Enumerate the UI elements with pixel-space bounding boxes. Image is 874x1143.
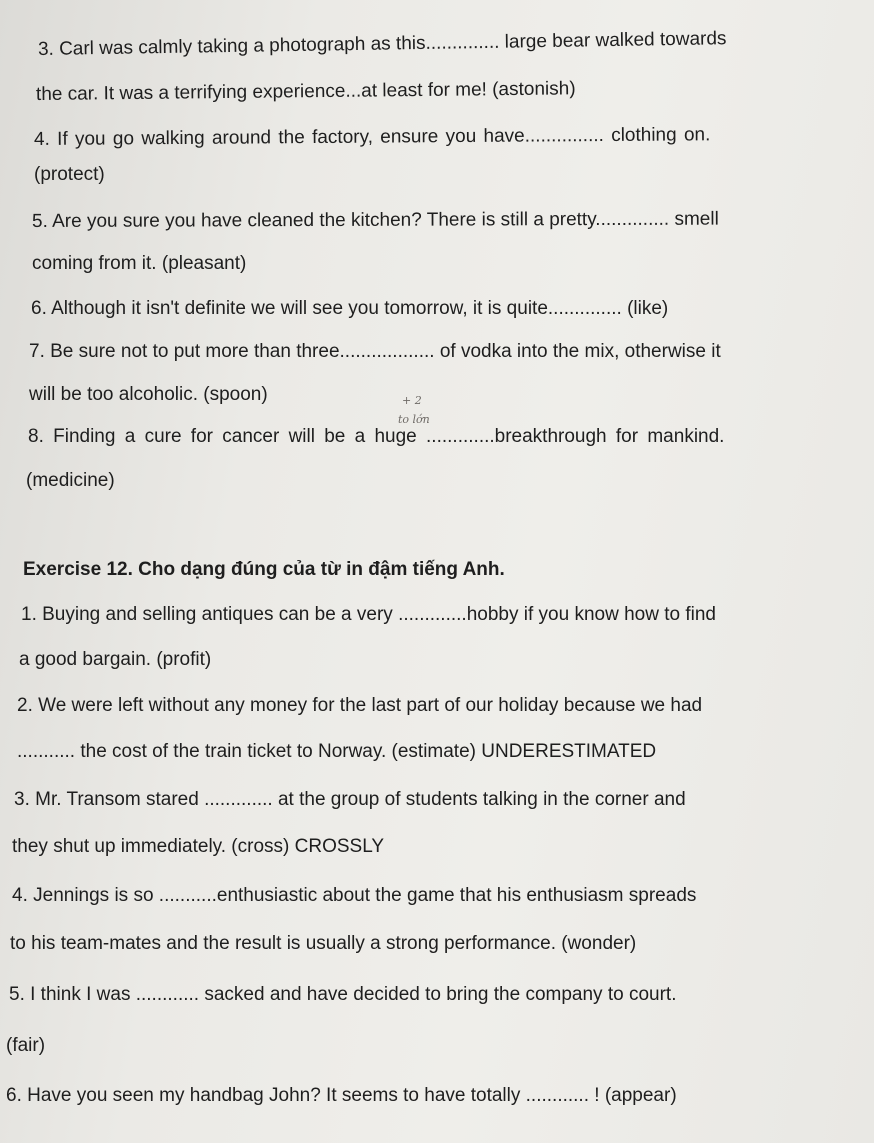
ex11-item-8-line-2: (medicine) [26,470,115,491]
ex12-item-1-line-2: a good bargain. (profit) [19,649,212,670]
ex12-item-6-line-1: 6. Have you seen my handbag John? It seems to have totally ............ ! (appear) [6,1085,677,1106]
ex12-item-2-line-1: 2. We were left without any money for the last part of our holiday because we had [17,695,703,716]
ex11-item-4-line-2: (protect) [34,164,105,185]
handwritten-note-plus-2: + 2 [402,394,422,407]
ex11-item-4-line-1: 4. If you go walking around the factory, ensure you have............... clothing on. [33,124,711,150]
ex12-item-2-line-2: ........... the cost of the train ticket to Norway. (estimate) UNDERESTIMATED [17,741,657,762]
handwritten-note-to-lon: to lớn [398,413,430,426]
ex12-item-4-line-2: to his team-mates and the result is usually a strong performance. (wonder) [10,933,637,954]
ex11-item-3-line-1: 3. Carl was calmly taking a photograph as this.............. large bear walked towards [37,28,727,60]
ex11-item-7-line-2: will be too alcoholic. (spoon) [29,384,268,405]
ex11-item-6-line-1: 6. Although it isn't definite we will see you tomorrow, it is quite.............. (like) [31,298,669,319]
ex12-item-4-line-1: 4. Jennings is so ...........enthusiastic about the game that his enthusiasm spreads [12,885,697,906]
ex12-item-3-line-2: they shut up immediately. (cross) CROSSLY [12,836,385,857]
ex12-item-5-line-2: (fair) [6,1035,46,1056]
ex11-item-3-line-2: the car. It was a terrifying experience...at least for me! (astonish) [35,78,576,105]
ex11-item-7-line-1: 7. Be sure not to put more than three.................. of vodka into the mix, otherwise it [29,341,721,362]
ex11-item-8-line-1: 8. Finding a cure for cancer will be a huge .............breakthrough for mankind. [28,426,725,447]
ex12-item-5-line-1: 5. I think I was ............ sacked and have decided to bring the company to court. [9,984,677,1005]
ex11-item-5-line-2: coming from it. (pleasant) [32,253,247,274]
ex12-item-3-line-1: 3. Mr. Transom stared ............. at the group of students talking in the corner and [14,789,686,810]
exercise-12-title: Exercise 12. Cho dạng đúng của từ in đậm tiếng Anh. [23,559,505,580]
ex11-item-5-line-1: 5. Are you sure you have cleaned the kitchen? There is still a pretty.............. smell [31,208,719,232]
ex12-item-1-line-1: 1. Buying and selling antiques can be a very .............hobby if you know how to find [21,604,716,625]
